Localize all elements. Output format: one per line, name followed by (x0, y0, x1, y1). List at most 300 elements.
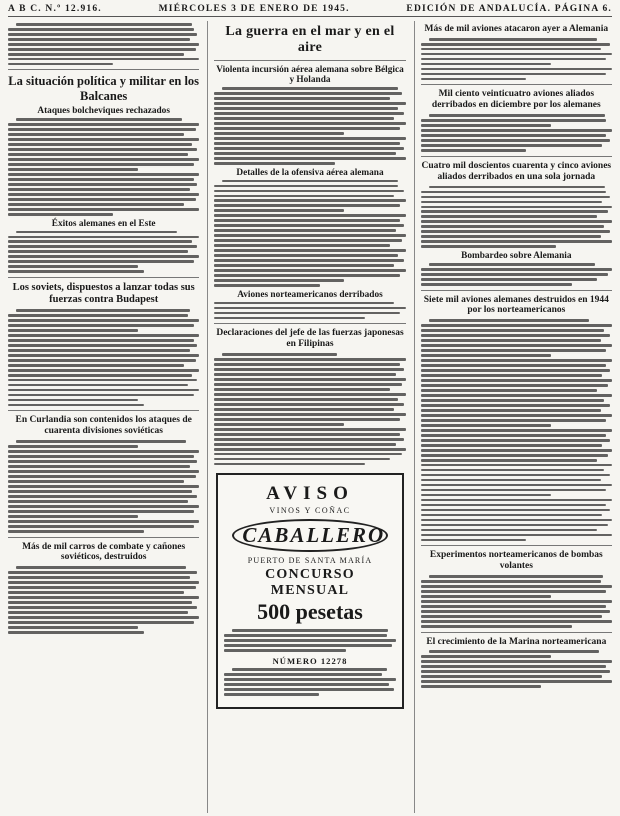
column-center (207, 21, 405, 813)
text-line (8, 33, 197, 36)
article-body (421, 263, 612, 286)
text-line (222, 180, 398, 183)
text-line (421, 580, 601, 583)
masthead-date: MIÉRCOLES 3 DE ENERO DE 1945. (158, 4, 350, 14)
text-line (232, 668, 386, 671)
article-body (214, 302, 405, 320)
text-line (8, 148, 197, 151)
text-line (8, 236, 199, 239)
article-body (421, 575, 612, 627)
masthead-edition: EDICIÓN DE ANDALUCÍA. PÁGINA 6. (406, 4, 612, 14)
text-line (214, 142, 400, 145)
text-line (421, 509, 610, 512)
text-line (8, 153, 188, 156)
text-line (421, 329, 605, 332)
text-line (8, 123, 199, 126)
divider (8, 69, 199, 70)
article-body (214, 180, 405, 287)
text-line (214, 279, 344, 282)
subhead-detalles: Detalles de la ofensiva aérea alemana (236, 167, 384, 178)
text-line (8, 450, 199, 453)
text-line (8, 596, 199, 599)
text-line (421, 514, 603, 517)
text-line (214, 147, 403, 150)
text-line (8, 255, 199, 258)
text-line (429, 575, 603, 578)
text-line (8, 470, 199, 473)
text-line (421, 444, 603, 447)
text-line (421, 354, 551, 357)
text-line (8, 143, 192, 146)
text-line (8, 480, 184, 483)
text-line (8, 515, 138, 518)
text-line (8, 379, 197, 382)
text-line (8, 203, 184, 206)
text-line (8, 183, 197, 186)
text-line (421, 394, 612, 397)
text-line (16, 231, 177, 234)
text-line (232, 629, 388, 632)
text-line (421, 434, 607, 437)
text-line (421, 58, 607, 61)
text-line (8, 319, 199, 322)
text-line (8, 621, 194, 624)
text-line (421, 78, 526, 81)
ad-body (224, 668, 395, 696)
text-line (224, 649, 346, 652)
divider (8, 277, 199, 278)
text-line (421, 585, 612, 588)
text-line (421, 625, 572, 628)
text-line (421, 474, 610, 477)
text-line (214, 102, 405, 105)
text-line (421, 225, 605, 228)
text-line (421, 529, 597, 532)
text-line (8, 374, 192, 377)
text-line (214, 408, 394, 411)
masthead-issue: A B C. N.º 12.916. (8, 4, 102, 14)
text-line (421, 409, 601, 412)
article-body (8, 566, 199, 633)
text-line (214, 312, 400, 315)
text-line (8, 163, 194, 166)
text-line (8, 606, 197, 609)
text-line (421, 615, 603, 618)
text-line (421, 119, 607, 122)
text-line (421, 539, 526, 542)
text-line (421, 139, 610, 142)
text-line (214, 214, 405, 217)
text-line (421, 134, 607, 137)
divider (421, 84, 612, 85)
headline-siete-mil: Siete mil aviones alemanes destruidos en 1944 por los norteamericanos (423, 294, 609, 316)
article-body (8, 231, 199, 273)
text-line (421, 359, 612, 362)
text-line (214, 219, 400, 222)
text-line (214, 234, 405, 237)
text-line (224, 639, 395, 642)
text-line (421, 459, 597, 462)
text-line (224, 634, 387, 637)
text-line (214, 199, 405, 202)
text-line (8, 465, 190, 468)
text-line (421, 369, 610, 372)
article-body (8, 23, 199, 65)
text-line (8, 399, 138, 402)
headline-balcanes: La situación política y militar en los Balcanes (8, 74, 200, 103)
text-line (16, 118, 182, 121)
text-line (214, 403, 403, 406)
text-line (8, 495, 197, 498)
text-line (8, 208, 199, 211)
text-line (421, 339, 601, 342)
text-line (214, 92, 402, 95)
text-line (421, 48, 601, 51)
text-line (224, 678, 395, 681)
text-line (421, 469, 605, 472)
text-line (421, 519, 612, 522)
text-line (8, 631, 144, 634)
text-line (421, 439, 610, 442)
text-line (421, 620, 612, 623)
text-line (421, 245, 557, 248)
text-line (214, 244, 390, 247)
text-line (421, 220, 612, 223)
text-line (421, 73, 607, 76)
article-body (214, 87, 405, 164)
text-line (421, 464, 612, 467)
text-line (8, 193, 199, 196)
text-line (421, 235, 601, 238)
text-line (214, 413, 405, 416)
text-line (214, 274, 400, 277)
subhead-ataques: Ataques bolcheviques rechazados (37, 106, 170, 117)
ad-body (224, 629, 395, 652)
text-line (421, 610, 610, 613)
text-line (429, 186, 605, 189)
ad-place: PUERTO DE SANTA MARÍA (247, 556, 373, 566)
text-line (421, 278, 597, 281)
text-line (224, 683, 388, 686)
text-line (214, 317, 365, 320)
text-line (214, 284, 319, 287)
divider (214, 60, 405, 61)
text-line (8, 591, 184, 594)
text-line (8, 329, 138, 332)
text-line (214, 112, 403, 115)
text-line (421, 344, 612, 347)
text-line (421, 399, 605, 402)
text-line (421, 590, 607, 593)
text-line (8, 520, 199, 523)
headline-guerra-mar-aire: La guerra en el mar y en el aire (225, 24, 395, 56)
ad-number: NÚMERO 12278 (272, 655, 348, 666)
text-line (214, 398, 398, 401)
text-line (8, 339, 194, 342)
text-line (8, 611, 188, 614)
text-line (8, 354, 199, 357)
text-line (421, 419, 607, 422)
text-line (8, 626, 138, 629)
text-line (214, 127, 400, 130)
article-body (214, 353, 405, 465)
text-line (16, 440, 186, 443)
text-line (421, 230, 610, 233)
column-left (8, 21, 199, 813)
text-line (421, 524, 609, 527)
text-line (421, 670, 610, 673)
text-line (224, 688, 394, 691)
text-line (214, 458, 390, 461)
text-line (214, 373, 396, 376)
text-line (8, 168, 138, 171)
text-line (214, 388, 390, 391)
divider (214, 323, 405, 324)
text-line (214, 97, 390, 100)
text-line (429, 650, 599, 653)
text-line (421, 600, 612, 603)
text-line (8, 364, 184, 367)
article-body (421, 650, 612, 687)
text-line (421, 349, 607, 352)
text-line (214, 239, 402, 242)
subhead-aviones-derribados: Aviones norteamericanos derribados (237, 289, 383, 300)
text-line (421, 206, 612, 209)
headline-carros: Más de mil carros de combate y cañones soviéticos, destruidos (22, 541, 186, 563)
text-line (8, 389, 199, 392)
text-line (214, 453, 402, 456)
text-line (421, 494, 551, 497)
page-columns (8, 21, 612, 813)
text-line (214, 363, 400, 366)
ad-brand-logo: CABALLERO (232, 519, 387, 552)
article-body (421, 38, 612, 80)
text-line (8, 158, 199, 161)
text-line (8, 128, 196, 131)
text-line (222, 353, 337, 356)
text-line (421, 53, 612, 56)
divider (421, 290, 612, 291)
text-line (214, 302, 394, 305)
text-line (8, 53, 184, 56)
text-line (421, 414, 612, 417)
divider (421, 545, 612, 546)
text-line (421, 201, 603, 204)
text-line (421, 334, 610, 337)
text-line (8, 270, 144, 273)
text-line (421, 129, 612, 132)
text-line (421, 191, 607, 194)
text-line (214, 162, 335, 165)
text-line (8, 173, 199, 176)
text-line (8, 48, 196, 51)
text-line (214, 224, 403, 227)
text-line (421, 424, 551, 427)
text-line (8, 445, 138, 448)
text-line (8, 324, 194, 327)
text-line (214, 117, 394, 120)
text-line (214, 378, 405, 381)
text-line (214, 137, 405, 140)
ad-subtitle: VINOS Y COÑAC (269, 506, 351, 516)
text-line (421, 685, 542, 688)
text-line (8, 138, 199, 141)
headline-marina: El crecimiento de la Marina norteamericana (426, 636, 607, 647)
text-line (214, 204, 400, 207)
ad-prize: 500 pesetas (257, 599, 363, 625)
text-line (8, 571, 197, 574)
text-line (8, 260, 194, 263)
text-line (421, 68, 612, 71)
text-line (421, 384, 609, 387)
text-line (421, 479, 601, 482)
text-line (214, 448, 405, 451)
text-line (8, 314, 188, 317)
masthead (8, 4, 612, 17)
text-line (8, 460, 197, 463)
text-line (8, 198, 196, 201)
text-line (222, 87, 398, 90)
text-line (8, 250, 188, 253)
headline-mil-ciento: Mil ciento veinticuatro aviones aliados derribados en diciembre por los alemanes (431, 89, 601, 111)
advertisement-caballero (216, 473, 403, 708)
text-line (8, 525, 194, 528)
text-line (8, 63, 113, 66)
headline-curlandia: En Curlandia son contenidos los ataques de cuarenta divisiones soviéticas (15, 415, 192, 437)
divider (421, 156, 612, 157)
text-line (214, 259, 403, 262)
text-line (421, 324, 612, 327)
text-line (214, 438, 403, 441)
text-line (421, 240, 612, 243)
text-line (421, 210, 609, 213)
text-line (214, 443, 396, 446)
text-line (421, 124, 551, 127)
text-line (8, 240, 192, 243)
text-line (421, 489, 607, 492)
article-body (421, 186, 612, 248)
text-line (421, 215, 597, 218)
text-line (214, 152, 396, 155)
text-line (214, 423, 344, 426)
text-line (214, 358, 405, 361)
text-line (214, 307, 405, 310)
text-line (224, 644, 392, 647)
text-line (8, 344, 197, 347)
text-line (16, 566, 186, 569)
text-line (421, 449, 612, 452)
text-line (421, 504, 607, 507)
text-line (421, 499, 612, 502)
text-line (429, 114, 605, 117)
text-line (421, 484, 612, 487)
article-body (421, 319, 612, 541)
divider (8, 537, 199, 538)
text-line (421, 379, 612, 382)
divider (421, 632, 612, 633)
text-line (421, 144, 603, 147)
text-line (421, 389, 597, 392)
text-line (421, 196, 610, 199)
text-line (8, 334, 199, 337)
text-line (8, 369, 199, 372)
text-line (8, 576, 190, 579)
article-body (8, 440, 199, 532)
article-body (8, 118, 199, 215)
text-line (214, 190, 403, 193)
text-line (214, 368, 403, 371)
text-line (421, 283, 572, 286)
subhead-exitos: Éxitos alemanes en el Este (51, 218, 156, 229)
text-line (224, 673, 382, 676)
text-line (421, 595, 551, 598)
text-line (421, 454, 609, 457)
text-line (214, 269, 405, 272)
text-line (429, 38, 597, 41)
text-line (8, 38, 190, 41)
text-line (421, 605, 607, 608)
text-line (8, 485, 199, 488)
headline-cuatro-mil: Cuatro mil doscientos cuarenta y cinco aviones aliados derribados en una sola jornada (421, 160, 612, 182)
ad-title: AVISO (266, 483, 354, 505)
text-line (8, 58, 199, 61)
text-line (429, 263, 595, 266)
headline-budapest: Los soviets, dispuestos a lanzar todas sus fuerzas contra Budapest (12, 281, 195, 306)
text-line (8, 349, 190, 352)
text-line (421, 675, 603, 678)
text-line (8, 601, 192, 604)
text-line (8, 510, 194, 513)
text-line (214, 463, 365, 466)
text-line (214, 185, 398, 188)
text-line (214, 264, 394, 267)
text-line (8, 490, 192, 493)
text-line (421, 429, 612, 432)
text-line (16, 309, 190, 312)
text-line (214, 254, 398, 257)
text-line (421, 149, 526, 152)
text-line (421, 43, 610, 46)
article-body (421, 114, 612, 151)
text-line (8, 586, 196, 589)
text-line (8, 394, 194, 397)
text-line (8, 213, 113, 216)
text-line (214, 418, 400, 421)
text-line (8, 530, 144, 533)
text-line (8, 500, 188, 503)
text-line (8, 505, 199, 508)
text-line (214, 393, 405, 396)
text-line (421, 655, 551, 658)
article-body (8, 309, 199, 406)
text-line (421, 268, 612, 271)
text-line (421, 404, 610, 407)
text-line (214, 383, 402, 386)
text-line (8, 616, 199, 619)
text-line (421, 665, 607, 668)
text-line (214, 428, 405, 431)
text-line (8, 265, 138, 268)
text-line (8, 455, 194, 458)
text-line (214, 249, 405, 252)
column-right (414, 21, 612, 813)
text-line (8, 384, 188, 387)
text-line (214, 433, 400, 436)
headline-bombas-volantes: Experimentos norteamericanos de bombas volantes (429, 550, 603, 572)
text-line (214, 107, 398, 110)
text-line (421, 374, 603, 377)
text-line (421, 680, 612, 683)
